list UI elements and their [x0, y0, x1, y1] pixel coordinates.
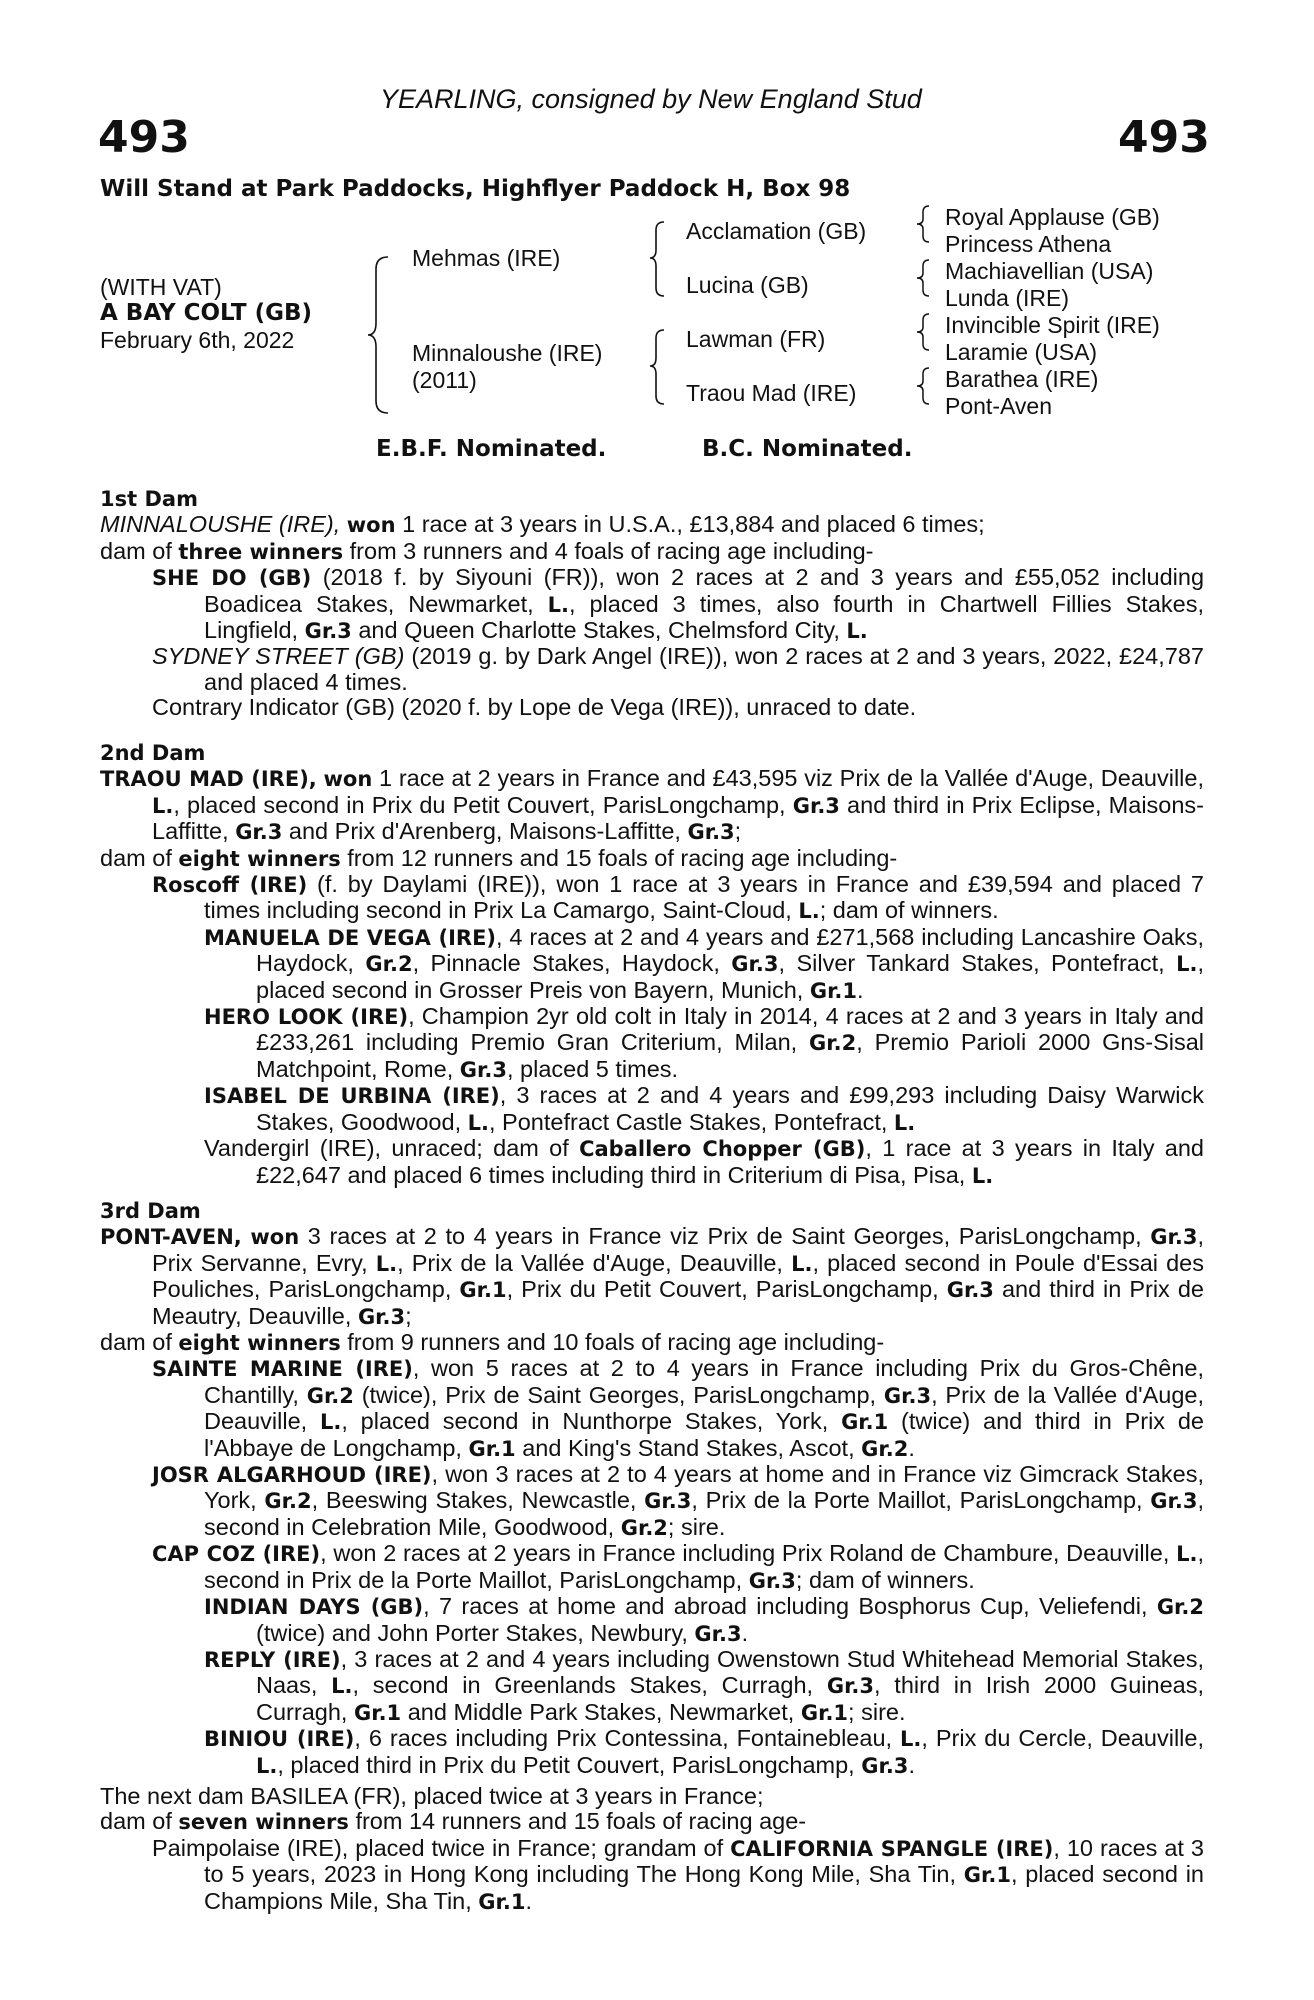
next-dam-produce-summary: dam of seven winners from 14 runners and 15 foals of racing age- — [100, 1808, 807, 1835]
first-dam-record: MINNALOUSHE (IRE), won 1 race at 3 years in U.S.A., £13,884 and placed 6 times; — [100, 511, 985, 538]
produce-entry: REPLY (IRE), 3 races at 2 and 4 years including Owenstown Stud Whitehead Memorial Stakes, Naas, L., second in Greenlands Stakes, Curragh, Gr.3, third in Irish 2000 Guineas, Curragh, Gr.1 and Middle Park Stakes, Newmarket, Gr.1; sire. — [204, 1645, 1204, 1725]
second-dam-section — [100, 740, 1204, 1189]
second-dam-record: TRAOU MAD (IRE), won 1 race at 2 years in France and £43,595 viz Prix de la Vallée d'Auge, Deauville, L., placed second in Prix du Petit Couvert, ParisLongchamp, Gr.3 and third in Prix Eclipse, Maisons-Laffitte, Gr.3 and Prix d'Arenberg, Maisons-Laffitte, Gr.3; — [100, 765, 1205, 845]
third-dam-produce-summary: dam of eight winners from 9 runners and 10 foals of racing age including- — [100, 1329, 885, 1356]
first-dam-heading: 1st Dam — [100, 487, 198, 511]
produce-entry: ISABEL DE URBINA (IRE), 3 races at 2 and 4 years and £99,293 including Daisy Warwick Stakes, Goodwood, L., Pontefract Castle Stakes, Pontefract, L. — [204, 1082, 1204, 1135]
sire-name: Mehmas (IRE) — [412, 245, 561, 271]
ped-sss: Royal Applause (GB) — [945, 204, 1160, 230]
pedigree-brace-ds — [917, 312, 937, 352]
next-dam-record: The next dam BASILEA (FR), placed twice at 3 years in France; — [100, 1783, 764, 1809]
next-dam-section — [100, 1784, 1204, 1915]
horse-name: A BAY COLT (GB) — [100, 300, 313, 326]
produce-entry: INDIAN DAYS (GB), 7 races at home and abroad including Bosphorus Cup, Veliefendi, Gr.2 (twice) and John Porter Stakes, Newbury, Gr.3. — [204, 1593, 1205, 1646]
first-dam-section — [100, 486, 1204, 721]
ebf-nomination: E.B.F. Nominated. — [376, 436, 607, 462]
third-dam-heading: 3rd Dam — [100, 1199, 201, 1223]
lot-number-left: 493 — [98, 112, 190, 163]
ped-ssd: Princess Athena — [945, 231, 1112, 257]
sire-sire: Acclamation (GB) — [686, 218, 867, 244]
dam-name: Minnaloushe (IRE) — [412, 340, 603, 366]
produce-entry: Contrary Indicator (GB) (2020 f. by Lope de Vega (IRE)), unraced to date. — [152, 694, 917, 721]
lot-number-right: 493 — [1118, 112, 1210, 163]
dam-sire: Lawman (FR) — [686, 326, 826, 352]
produce-entry: HERO LOOK (IRE), Champion 2yr old colt in Italy in 2014, 4 races at 2 and 3 years in Italy and £233,261 including Premio Gran Criterium, Milan, Gr.2, Premio Parioli 2000 Gns-Sisal Matchpoint, Rome, Gr.3, placed 5 times. — [204, 1003, 1204, 1082]
ped-dsd: Laramie (USA) — [945, 339, 1098, 365]
sire-dam: Lucina (GB) — [686, 272, 809, 298]
produce-entry: BINIOU (IRE), 6 races including Prix Contessina, Fontainebleau, L., Prix du Cercle, Deauville, L., placed third in Prix du Petit Couvert, ParisLongchamp, Gr.3. — [204, 1725, 1204, 1778]
ped-sdd: Lunda (IRE) — [945, 285, 1070, 311]
first-dam-produce-summary: dam of three winners from 3 runners and 4 foals of racing age including- — [100, 537, 874, 564]
ped-dss: Invincible Spirit (IRE) — [945, 312, 1160, 338]
pedigree-brace-ss — [917, 204, 937, 244]
consignment-line: YEARLING, consigned by New England Stud — [380, 84, 922, 114]
third-dam-record: PONT-AVEN, won 3 races at 2 to 4 years in France viz Prix de Saint Georges, ParisLongchamp, Gr.3, Prix Servanne, Evry, L., Prix de la Vallée d'Auge, Deauville, L., placed second in Poule d'Essai des Pouliches, ParisLongchamp, Gr.1, Prix du Petit Couvert, ParisLongchamp, Gr.3 and third in Prix de Meautry, Deauville, Gr.3; — [100, 1223, 1205, 1329]
second-dam-heading: 2nd Dam — [100, 741, 206, 765]
ped-ddd: Pont-Aven — [945, 393, 1052, 419]
produce-entry: SHE DO (GB) (2018 f. by Siyouni (FR)), won 2 races at 2 and 3 years and £55,052 including Boadicea Stakes, Newmarket, L., placed 3 times, also fourth in Chartwell Fillies Stakes, Lingfield, Gr.3 and Queen Charlotte Stakes, Chelmsford City, L. — [152, 564, 1205, 644]
produce-entry: SYDNEY STREET (GB) (2019 g. by Dark Angel (IRE)), won 2 races at 2 and 3 years, 2022, £24,787 and placed 4 times. — [152, 643, 1204, 695]
ped-dds: Barathea (IRE) — [945, 366, 1099, 392]
produce-entry: SAINTE MARINE (IRE), won 5 races at 2 to 4 years in France including Prix du Gros-Chêne, Chantilly, Gr.2 (twice), Prix de Saint Georges, ParisLongchamp, Gr.3, Prix de la Vallée d'Auge, Deauville, L., placed second in Nunthorpe Stakes, York, Gr.1 (twice) and third in Prix de l'Abbaye de Longchamp, Gr.1 and King's Stand Stakes, Ascot, Gr.2. — [152, 1355, 1205, 1461]
dam-year: (2011) — [412, 367, 477, 393]
bc-nomination: B.C. Nominated. — [702, 436, 913, 462]
pedigree-brace-sd — [917, 258, 937, 298]
foaling-date: February 6th, 2022 — [100, 327, 295, 353]
third-dam-section — [100, 1198, 1204, 1779]
pedigree-brace-dam — [650, 328, 674, 406]
produce-entry: MANUELA DE VEGA (IRE), 4 races at 2 and 4 years and £271,568 including Lancashire Oaks, Haydock, Gr.2, Pinnacle Stakes, Haydock, Gr.3, Silver Tankard Stakes, Pontefract, L., placed second in Grosser Preis von Bayern, Munich, Gr.1. — [204, 923, 1204, 1003]
pedigree-brace-dd — [917, 366, 937, 406]
produce-entry: JOSR ALGARHOUD (IRE), won 3 races at 2 to 4 years at home and in France viz Gimcrack Stakes, York, Gr.2, Beeswing Stakes, Newcastle, Gr.3, Prix de la Porte Maillot, ParisLongchamp, Gr.3, second in Celebration Mile, Goodwood, Gr.2; sire. — [152, 1461, 1205, 1540]
produce-entry: CAP COZ (IRE), won 2 races at 2 years in France including Prix Roland de Chambure, Deauville, L., second in Prix de la Porte Maillot, ParisLongchamp, Gr.3; dam of winners. — [152, 1540, 1204, 1593]
dam-dam: Traou Mad (IRE) — [686, 380, 857, 406]
vat-note: (WITH VAT) — [100, 274, 222, 300]
second-dam-produce-summary: dam of eight winners from 12 runners and 15 foals of racing age including- — [100, 844, 898, 871]
produce-entry: Paimpolaise (IRE), placed twice in France; grandam of CALIFORNIA SPANGLE (IRE), 10 races at 3 to 5 years, 2023 in Hong Kong including The Hong Kong Mile, Sha Tin, Gr.1, placed second in Champions Mile, Sha Tin, Gr.1. — [152, 1834, 1204, 1914]
stable-location: Will Stand at Park Paddocks, Highflyer Paddock H, Box 98 — [100, 176, 851, 202]
pedigree-brace-sire — [650, 220, 674, 298]
produce-entry: Vandergirl (IRE), unraced; dam of Caballero Chopper (GB), 1 race at 3 years in Italy and £22,647 and placed 6 times including third in Criterium di Pisa, Pisa, L. — [204, 1135, 1204, 1188]
pedigree-brace-main — [368, 255, 398, 415]
produce-entry: Roscoff (IRE) (f. by Daylami (IRE)), won 1 race at 3 years in France and £39,594 and placed 7 times including second in Prix La Camargo, Saint-Cloud, L.; dam of winners. — [152, 871, 1204, 924]
ped-sds: Machiavellian (USA) — [945, 258, 1154, 284]
